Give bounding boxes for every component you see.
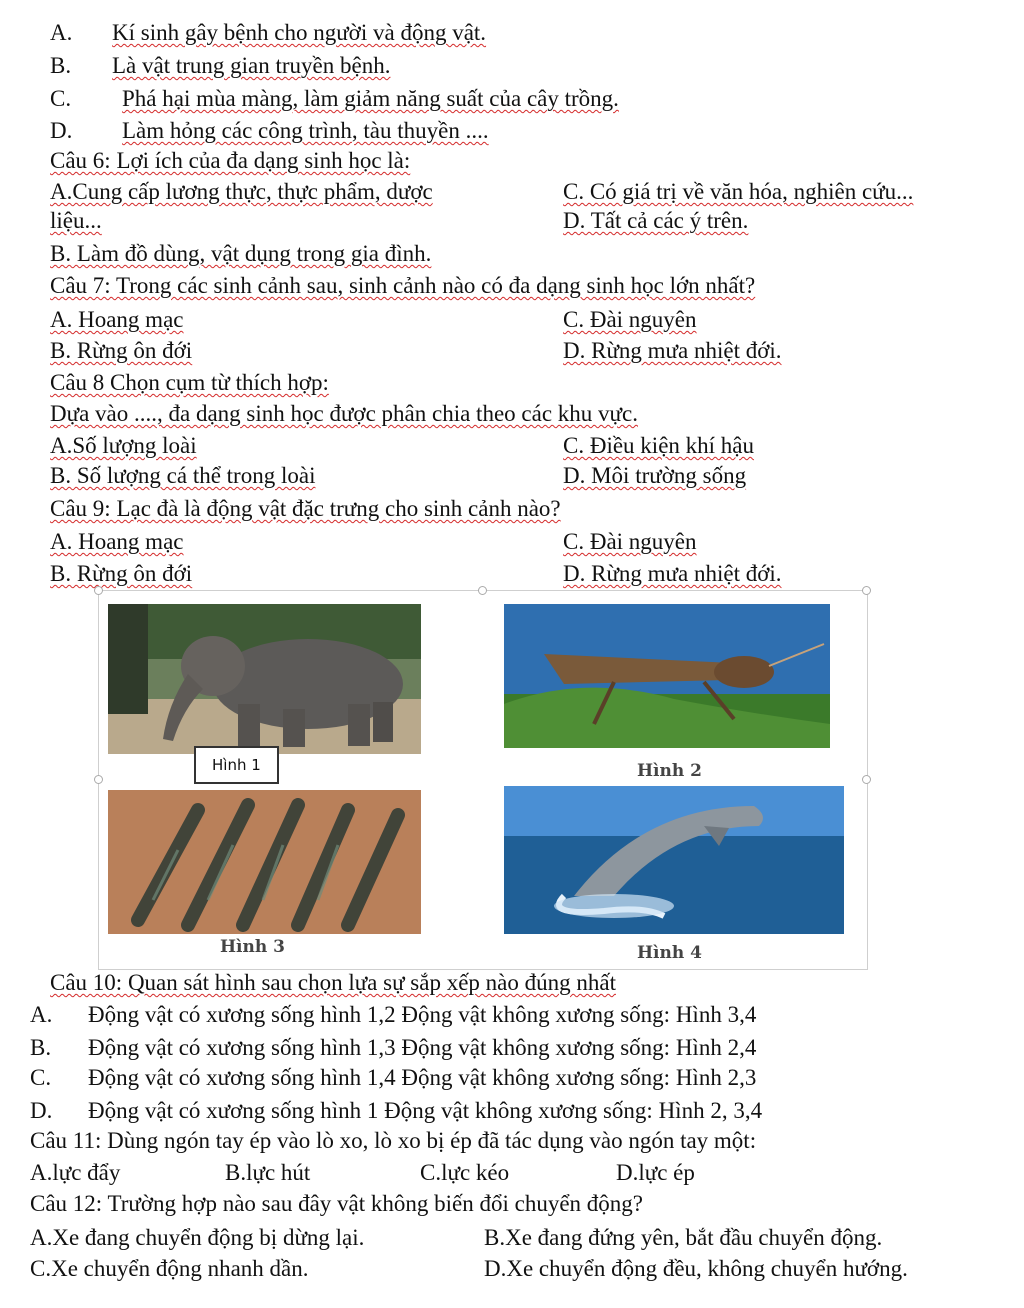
q12-option-a: A.Xe đang chuyển động bị dừng lại. — [30, 1225, 365, 1250]
q12-option-b: B.Xe đang đứng yên, bắt đầu chuyển động. — [484, 1225, 883, 1250]
q6-option-a-line2: liệu... — [50, 208, 102, 233]
q8-option-b: B. Số lượng cá thể trong loài — [50, 463, 316, 488]
q9-option-b: B. Rừng ôn đới — [50, 561, 193, 586]
q12-question: Câu 12: Trường hợp nào sau đây vật không biến đổi chuyển động? — [30, 1191, 644, 1216]
q7-question: Câu 7: Trong các sinh cảnh sau, sinh cảnh nào có đa dạng sinh học lớn nhất? — [50, 273, 756, 298]
q11-option-b: B.lực hút — [225, 1160, 311, 1185]
q5-option-b: B. Là vật trung gian truyền bệnh. — [50, 53, 391, 78]
q11-question: Câu 11: Dùng ngón tay ép vào lò xo, lò xo bị ép đã tác dụng vào ngón tay một: — [30, 1128, 757, 1153]
q5-option-c: C. Phá hại mùa màng, làm giảm năng suất của cây trồng. — [50, 86, 619, 111]
q6-question: Câu 6: Lợi ích của đa dạng sinh học là: — [50, 148, 411, 173]
figure-1-caption: Hình 1 — [194, 746, 279, 784]
resize-handle[interactable] — [862, 775, 871, 784]
q5-option-d: D. Làm hỏng các công trình, tàu thuyền .... — [50, 118, 489, 143]
q6-option-b: B. Làm đồ dùng, vật dụng trong gia đình. — [50, 241, 432, 266]
q10-option-b: B. Động vật có xương sống hình 1,3 Động vật không xương sống: Hình 2,4 — [30, 1035, 757, 1060]
q12-option-c: C.Xe chuyển động nhanh dần. — [30, 1256, 309, 1281]
q5-option-a: A. Kí sinh gây bệnh cho người và động vật. — [50, 20, 487, 45]
resize-handle[interactable] — [862, 586, 871, 595]
elephant-image — [108, 604, 421, 754]
q8-question: Câu 8 Chọn cụm từ thích hợp: — [50, 370, 329, 395]
shrimp-image — [108, 790, 421, 934]
figure-4-caption: Hình 4 — [637, 943, 702, 963]
q7-option-b: B. Rừng ôn đới — [50, 338, 193, 363]
q8-option-c: C. Điều kiện khí hậu — [563, 433, 754, 458]
q6-option-a-line1: A.Cung cấp lương thực, thực phẩm, dược — [50, 179, 433, 204]
figure-2-caption: Hình 2 — [637, 761, 702, 781]
q11-option-c: C.lực kéo — [420, 1160, 510, 1185]
q7-option-d: D. Rừng mưa nhiệt đới. — [563, 338, 782, 363]
q10-option-a: A. Động vật có xương sống hình 1,2 Động vật không xương sống: Hình 3,4 — [30, 1002, 757, 1027]
grasshopper-image — [504, 604, 830, 748]
q8-stem: Dựa vào ...., đa dạng sinh học được phân chia theo các khu vực. — [50, 401, 638, 426]
q9-option-d: D. Rừng mưa nhiệt đới. — [563, 561, 782, 586]
q8-option-a: A.Số lượng loài — [50, 433, 197, 458]
q11-option-d: D.lực ép — [616, 1160, 695, 1185]
q7-option-c: C. Đài nguyên — [563, 307, 697, 332]
q8-option-d: D. Môi trường sống — [563, 463, 747, 488]
q10-question: Câu 10: Quan sát hình sau chọn lựa sự sắp xếp nào đúng nhất — [50, 970, 616, 995]
q9-option-a: A. Hoang mạc — [50, 529, 184, 554]
q6-option-d: D. Tất cả các ý trên. — [563, 208, 749, 233]
q9-option-c: C. Đài nguyên — [563, 529, 697, 554]
resize-handle[interactable] — [94, 775, 103, 784]
dolphin-image — [504, 786, 844, 934]
q11-option-a: A.lực đẩy — [30, 1160, 121, 1185]
q7-option-a: A. Hoang mạc — [50, 307, 184, 332]
q10-option-c: C. Động vật có xương sống hình 1,4 Động vật không xương sống: Hình 2,3 — [30, 1065, 757, 1090]
figure-3-caption: Hình 3 — [220, 937, 285, 957]
q6-option-c: C. Có giá trị về văn hóa, nghiên cứu... — [563, 179, 914, 204]
resize-handle[interactable] — [478, 586, 487, 595]
resize-handle[interactable] — [94, 586, 103, 595]
q12-option-d: D.Xe chuyển động đều, không chuyển hướng. — [484, 1256, 908, 1281]
q9-question: Câu 9: Lạc đà là động vật đặc trưng cho sinh cảnh nào? — [50, 496, 561, 521]
q10-option-d: D. Động vật có xương sống hình 1 Động vật không xương sống: Hình 2, 3,4 — [30, 1098, 763, 1123]
